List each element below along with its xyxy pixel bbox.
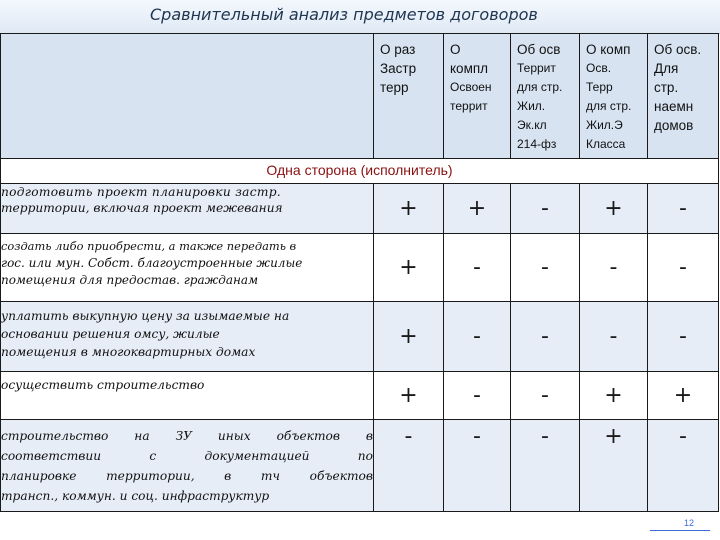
- table-row: [1, 234, 719, 302]
- header-line: Терр: [586, 80, 613, 94]
- section-label: Одна сторона (исполнитель): [266, 162, 453, 178]
- row-label: [1, 302, 374, 372]
- slide-title: Сравнительный анализ предметов договоров: [150, 5, 538, 24]
- header-line: Класса: [586, 137, 626, 151]
- title-bar: [0, 0, 720, 34]
- row-label-line: подготовить проект планировки застр.: [1, 185, 281, 199]
- row-label: [1, 420, 374, 512]
- section-row: [1, 159, 719, 184]
- mark-cell: -: [679, 324, 687, 349]
- header-line: О раз: [380, 42, 416, 57]
- header-line: для стр.: [586, 99, 632, 113]
- table-row: [1, 302, 719, 372]
- mark-cell: -: [473, 324, 481, 349]
- row-label-line: основании решения омсу, жилые: [1, 327, 220, 341]
- header-empty-cell: [1, 34, 374, 159]
- row-label-line: создать либо приобрести, а также передать в: [1, 239, 297, 253]
- header-line: Об осв.: [654, 42, 702, 57]
- header-line: Осв.: [586, 61, 612, 75]
- row-label-line: уплатить выкупную цену за изымаемые на: [1, 309, 290, 323]
- mark-cell: +: [399, 324, 418, 349]
- table-row: [1, 420, 719, 512]
- mark-cell: -: [473, 255, 481, 280]
- row-label: [1, 234, 374, 302]
- mark-cell: +: [604, 424, 623, 449]
- mark-cell: -: [609, 324, 618, 349]
- mark-cell: -: [473, 383, 481, 408]
- row-label-line: территории, включая проект межевания: [1, 201, 283, 215]
- header-line: террит: [450, 99, 488, 113]
- header-line: компл: [450, 61, 489, 76]
- header-line: Застр: [380, 61, 417, 76]
- comparison-table: [0, 33, 719, 512]
- header-line: О комп: [586, 42, 631, 57]
- mark-cell: +: [604, 196, 623, 221]
- mark-cell: +: [399, 196, 418, 221]
- mark-cell: -: [473, 424, 481, 449]
- header-line: для стр.: [517, 80, 563, 94]
- header-col-1: [374, 34, 444, 159]
- header-line: Жил.Э: [586, 118, 623, 132]
- mark-cell: -: [541, 196, 549, 221]
- row-label-line: соответствии с документацией по: [1, 449, 373, 463]
- header-line: домов: [654, 118, 694, 133]
- table-row: [1, 184, 719, 234]
- mark-cell: -: [679, 255, 687, 280]
- mark-cell: +: [399, 383, 418, 408]
- header-line: Освоен: [450, 80, 492, 94]
- header-line: О: [450, 42, 461, 57]
- header-col-3: [511, 34, 580, 159]
- mark-cell: -: [679, 196, 687, 221]
- row-label-line: помещения для предостав. гражданам: [1, 273, 259, 287]
- row-label-line: трансп., коммун. и соц. инфраструктур: [1, 489, 270, 503]
- header-line: Жил.: [517, 99, 546, 113]
- header-line: Террит: [517, 61, 556, 75]
- table-row: [1, 372, 719, 420]
- mark-cell: -: [541, 383, 549, 408]
- header-line: Эк.кл: [517, 118, 547, 132]
- mark-cell: +: [673, 383, 693, 408]
- mark-cell: +: [604, 383, 623, 408]
- row-label-line: осуществить строительство: [1, 378, 205, 392]
- header-line: Для: [654, 61, 679, 76]
- header-line: стр.: [654, 80, 679, 95]
- page-number: 12: [684, 518, 695, 528]
- header-line: терр: [380, 80, 409, 95]
- mark-cell: +: [399, 255, 418, 280]
- table-header-row: [1, 34, 719, 159]
- row-label: [1, 184, 374, 234]
- mark-cell: -: [679, 424, 687, 449]
- header-col-2: [444, 34, 511, 159]
- header-col-5: [648, 34, 719, 159]
- header-col-4: [580, 34, 648, 159]
- header-line: Об осв: [517, 42, 561, 57]
- row-label-line: помещения в многоквартирных домах: [1, 345, 256, 359]
- row-label: [1, 372, 374, 420]
- mark-cell: +: [467, 196, 487, 221]
- mark-cell: -: [541, 255, 549, 280]
- row-label-line: строительство на ЗУ иных объектов в: [1, 429, 373, 443]
- mark-cell: -: [541, 324, 549, 349]
- header-line: наемн: [654, 99, 694, 114]
- page-number-underline: [650, 530, 710, 531]
- mark-cell: -: [541, 424, 549, 449]
- row-label-line: гос. или мун. Собст. благоустроенные жилые: [1, 256, 303, 270]
- mark-cell: -: [404, 424, 413, 449]
- row-label-line: планировке территории, в тч объектов: [1, 469, 373, 483]
- mark-cell: -: [609, 255, 618, 280]
- header-line: 214-фз: [517, 137, 557, 151]
